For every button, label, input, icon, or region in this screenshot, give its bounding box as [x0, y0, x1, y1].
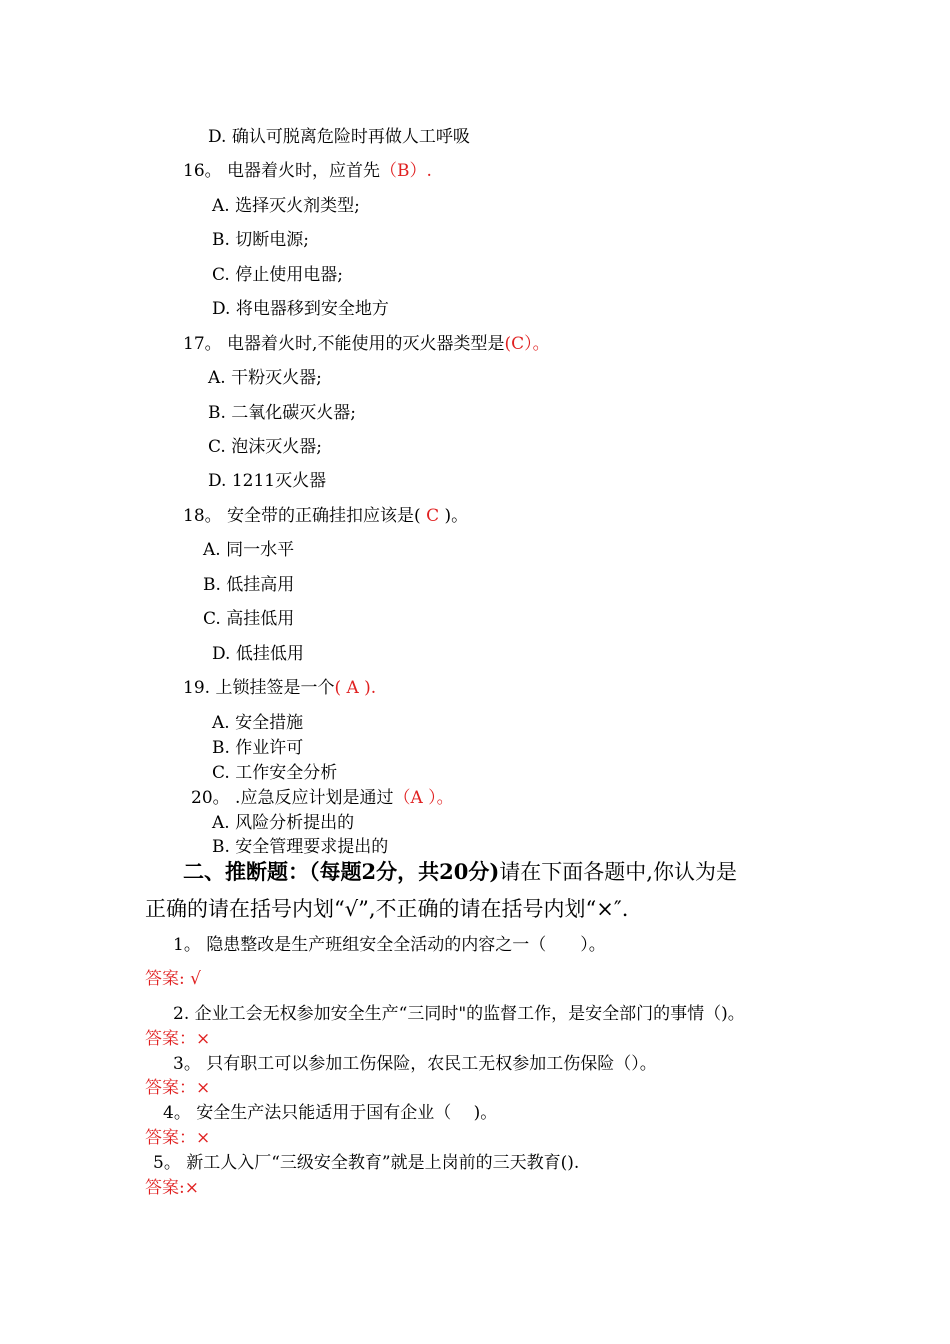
q17-option-c: C. 泡沫灭火器;	[208, 437, 322, 457]
q19-option-b: B. 作业许可	[212, 738, 304, 758]
q16-option-d: D. 将电器移到安全地方	[212, 299, 389, 319]
section-2-title: 二、推断题：（每题2分，共20分)	[183, 859, 500, 884]
q17-answer: (C）。	[504, 334, 550, 354]
q16-option-c: C. 停止使用电器;	[212, 265, 343, 285]
tf5-answer: 答案:×	[145, 1178, 199, 1198]
q20-stem	[191, 787, 454, 809]
tf3-question: 3。 只有职工可以参加工伤保险，农民工无权参加工伤保险（）。	[173, 1054, 657, 1074]
q19-option-a: A. 安全措施	[212, 713, 304, 733]
q17-question: 17。 电器着火时,不能使用的灭火器类型是	[183, 334, 505, 354]
q16-option-a: A. 选择灭火剂类型;	[212, 196, 360, 216]
q18-option-c: C. 高挂低用	[203, 609, 295, 629]
q17-stem	[183, 333, 550, 355]
q16-option-b: B. 切断电源;	[212, 230, 310, 250]
q16-stem	[183, 160, 432, 182]
tf4-question: 4。 安全生产法只能适用于国有企业（ )。	[163, 1103, 498, 1123]
q20-option-b: B. 安全管理要求提出的	[212, 837, 389, 857]
tf1-question: 1。 隐患整改是生产班组安全全活动的内容之一（ ）。	[173, 935, 606, 955]
tf5-question: 5。 新工人入厂“三级安全教育”就是上岗前的三天教育().	[153, 1153, 580, 1173]
tf4-answer: 答案：×	[145, 1128, 211, 1148]
q18-option-b: B. 低挂高用	[203, 575, 295, 595]
q20-question: 20。 .应急反应计划是通过	[191, 788, 394, 808]
q18-option-a: A. 同一水平	[203, 540, 295, 560]
q19-option-c: C. 工作安全分析	[212, 763, 338, 783]
q20-answer: （A ）。	[393, 788, 454, 808]
q19-question: 19. 上锁挂签是一个	[183, 678, 335, 698]
q19-stem	[183, 677, 376, 699]
tf2-answer: 答案：×	[145, 1029, 211, 1049]
q19-answer: ( A ).	[334, 678, 377, 698]
q17-option-a: A. 干粉灭火器;	[208, 368, 322, 388]
q15-option-d: D. 确认可脱离危险时再做人工呼吸	[208, 127, 470, 147]
section-2-instruction: 请在下面各题中,你认为是	[499, 860, 737, 884]
q18-question: 18。 安全带的正确挂扣应该是(	[183, 506, 421, 526]
tf2-question: 2. 企业工会无权参加安全生产“三同时"的监督工作，是安全部门的事情（)。	[173, 1004, 745, 1024]
tf3-answer: 答案：×	[145, 1078, 211, 1098]
q18-option-d: D. 低挂低用	[212, 644, 304, 664]
tf1-answer: 答案: √	[145, 969, 201, 989]
q17-option-d: D. 1211灭火器	[208, 471, 327, 491]
q18-answer: C	[426, 506, 440, 526]
q17-option-b: B. 二氧化碳灭火器;	[208, 403, 357, 423]
q18-tail: )。	[444, 506, 469, 526]
q16-answer: （B）.	[380, 161, 432, 181]
section-2-heading	[183, 857, 737, 887]
section-2-instruction-line2: 正确的请在括号内划“√”,不正确的请在括号内划“×″.	[145, 897, 629, 921]
q16-question: 16。 电器着火时，应首先	[183, 161, 381, 181]
q20-option-a: A. 风险分析提出的	[212, 813, 355, 833]
q18-stem	[183, 505, 468, 527]
